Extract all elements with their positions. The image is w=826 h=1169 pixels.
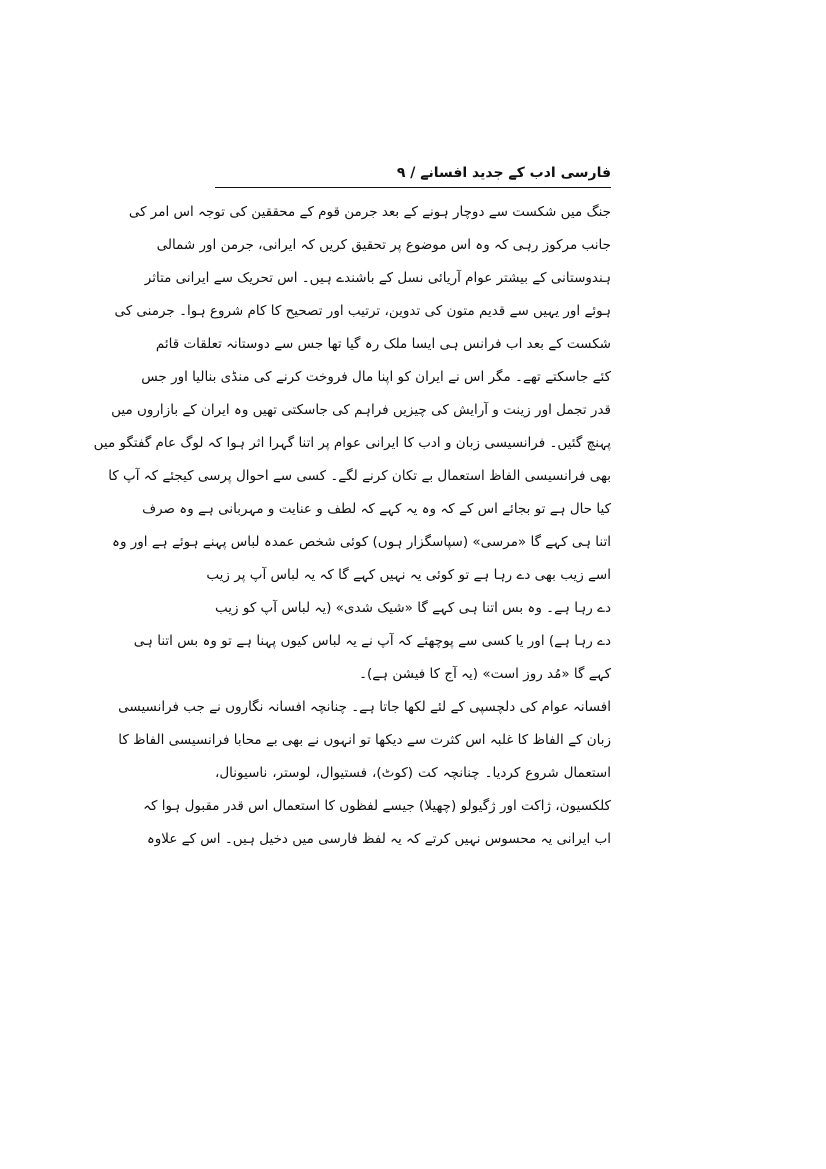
text-line: کہے گا «مُد روز است» (یہ آج کا فیشن ہے)۔ — [359, 666, 611, 682]
text-line: اتنا ہی کہے گا «مرسی» (سپاسگزار ہوں) کوئی شخص عمدہ لباس پہنے ہوئے ہے اور وہ — [112, 534, 611, 550]
text-line: دے رہا ہے۔ وہ بس اتنا ہی کہے گا «شیک شدی» (یہ لباس آپ کو زیب — [215, 600, 611, 616]
running-header: فارسی ادب کے جدید افسانے / ۹ — [396, 165, 611, 181]
paragraph-2 — [118, 691, 611, 856]
text-line: زبان کے الفاظ کا غلبہ اس کثرت سے دیکھا تو انہوں نے بھی بے محابا فرانسیسی الفاظ کا — [118, 732, 611, 748]
text-line: بھی فرانسیسی الفاظ استعمال بے تکان کرنے لگے۔ کسی سے احوال پرسی کیجئے کہ آپ کا — [108, 468, 611, 484]
paragraph-1 — [93, 196, 611, 691]
text-line: اب ایرانی یہ محسوس نہیں کرتے کہ یہ لفظ فارسی میں دخیل ہیں۔ اس کے علاوہ — [146, 831, 611, 847]
text-line: ہوئے اور یہیں سے قدیم متون کی تدوین، ترتیب اور تصحیح کا کام شروع ہوا۔ جرمنی کی — [114, 303, 611, 319]
text-line: افسانہ عوام کی دلچسپی کے لئے لکھا جاتا ہے۔ چنانچہ افسانہ نگاروں نے جب فرانسیسی — [118, 699, 611, 715]
text-line: کیا حال ہے تو بجائے اس کے کہ وہ یہ کہے کہ لطف و عنایت و مہربانی ہے وہ صرف — [142, 501, 611, 517]
text-line: کلکسیون، ژاکت اور ژگیولو (چھیلا) جیسے لفظوں کا استعمال اس قدر مقبول ہوا کہ — [143, 798, 611, 814]
text-line: قدر تجمل اور زینت و آرایش کی چیزیں فراہم کی جاسکتی تھیں وہ ایران کے بازاروں میں — [111, 402, 611, 418]
body-text — [93, 196, 611, 856]
text-line: ہندوستانی کے بیشتر عوام آریائی نسل کے باشندے ہیں۔ اس تحریک سے ایرانی متاثر — [144, 270, 611, 286]
text-line: شکست کے بعد اب فرانس ہی ایسا ملک رہ گیا تھا جس سے دوستانہ تعلقات قائم — [155, 336, 611, 352]
text-line: اسے زیب بھی دے رہا ہے تو کوئی یہ نہیں کہے گا کہ یہ لباس آپ پر زیب — [206, 567, 611, 583]
text-line: دے رہا ہے) اور یا کسی سے پوچھئے کہ آپ نے یہ لباس کیوں پہنا ہے تو وہ بس اتنا ہی — [133, 633, 611, 649]
text-line: کئے جاسکتے تھے۔ مگر اس نے ایران کو اپنا مال فروخت کرنے کی منڈی بنالیا اور جس — [141, 369, 611, 385]
text-line: جانب مرکوز رہی کہ وہ اس موضوع پر تحقیق کریں کہ ایرانی، جرمن اور شمالی — [156, 237, 611, 253]
header-rule — [215, 187, 611, 188]
text-line: پہنچ گئیں۔ فرانسیسی زبان و ادب کا ایرانی عوام پر اتنا گہرا اثر ہوا کہ لوگ عام گفتگو میں — [93, 435, 611, 451]
text-line: استعمال شروع کردیا۔ چنانچہ کت (کوٹ)، فستیوال، لوستر، ناسیونال، — [215, 765, 611, 781]
text-line: جنگ میں شکست سے دوچار ہونے کے بعد جرمن قوم کے محققین کی توجہ اس امر کی — [128, 204, 611, 220]
